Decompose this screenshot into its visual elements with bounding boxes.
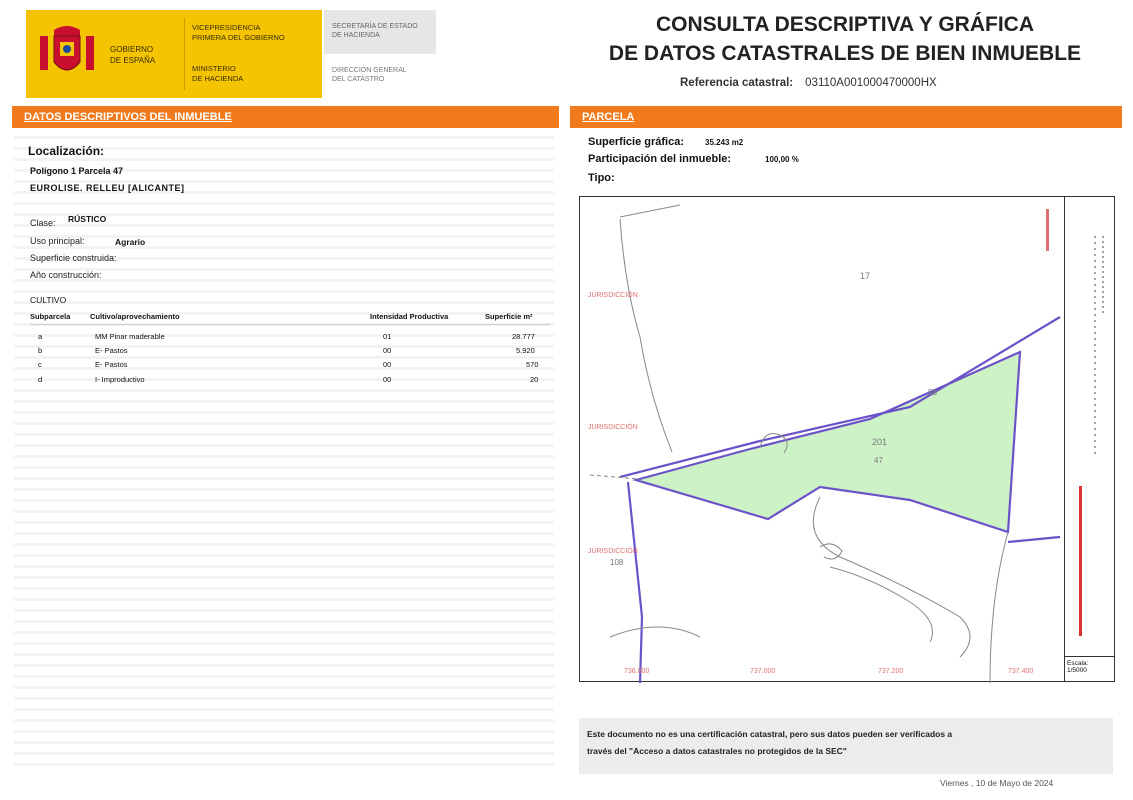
uso-value: Agrario (115, 237, 146, 247)
map-label-parcel: 108 (610, 558, 624, 567)
cultivo-header-intensidad: Intensidad Productiva (370, 312, 449, 321)
title-line-1: CONSULTA DESCRIPTIVA Y GRÁFICA (655, 13, 1035, 36)
referencia-catastral (680, 77, 937, 89)
cultivo-subparcela: a (38, 332, 43, 341)
superficie-grafica-value: 35.243 m2 (705, 138, 744, 147)
logo-separator (184, 18, 185, 90)
cultivo-name: I- Improductivo (95, 375, 145, 384)
cultivo-superficie: 5.920 (516, 346, 535, 355)
map-path (590, 475, 640, 479)
legend-graphics (1065, 196, 1116, 656)
map-path (620, 219, 672, 452)
clase-label: Clase: (30, 218, 56, 228)
disclaimer-note (579, 718, 1113, 774)
scale-label: Escala: (1067, 660, 1089, 667)
boundary-line (628, 482, 642, 683)
cultivo-subparcela: d (38, 375, 43, 384)
clase-value: RÚSTICO (68, 214, 107, 224)
parcela-bar: PARCELA (570, 106, 1122, 128)
map-path (830, 567, 933, 642)
cultivo-title: CULTIVO (30, 295, 67, 305)
cultivo-name: MM Pinar maderable (95, 332, 165, 341)
cultivo-intensidad: 00 (383, 346, 392, 355)
cultivo-subparcela: b (38, 346, 43, 355)
secretaria-label: SECRETARÍA DE ESTADO DE HACIENDA (324, 10, 436, 54)
cultivo-header-superficie: Superficie m² (485, 312, 533, 321)
localizacion-line-2: EUROLISE. RELLEU [ALICANTE] (30, 183, 185, 193)
ref-value: 03110A001000470000HX (805, 77, 937, 89)
vicepresidencia-label: VICEPRESIDENCIA PRIMERA DEL GOBIERNO (192, 23, 285, 42)
cultivo-name: E- Pastos (95, 360, 128, 369)
map-label-jurisdiccion: JURISDICCIÓN (588, 424, 638, 431)
uso-label: Uso principal: (30, 236, 85, 246)
parcel-47-shape (636, 352, 1020, 532)
cultivo-intensidad: 01 (383, 332, 392, 341)
map-label-jurisdiccion: JURISDICCIÓN (588, 548, 638, 555)
participacion-value: 100,00 % (765, 155, 799, 164)
direccion-label: DIRECCIÓN GENERAL DEL CATASTRO (332, 67, 407, 83)
government-logo-block (26, 10, 322, 98)
superficie-construida-label: Superficie construida: (30, 253, 117, 263)
map-drawing (580, 197, 1116, 683)
boundary-line (1008, 537, 1060, 542)
cultivo-name: E- Pastos (95, 346, 128, 355)
cultivo-intensidad: 00 (383, 360, 392, 369)
cultivo-superficie: 570 (526, 360, 539, 369)
cultivo-subparcela: c (38, 360, 42, 369)
map-scale (1064, 656, 1115, 682)
ministerio-label: MINISTERIO DE HACIENDA (192, 64, 244, 83)
spain-coat-of-arms-icon (36, 22, 98, 84)
note-line-2: través del "Acceso a datos catastrales no protegidos de la SEC" (587, 746, 847, 756)
gobierno-label: GOBIERNO DE ESPAÑA (110, 45, 156, 65)
title-line-2: DE DATOS CATASTRALES DE BIEN INMUEBLE (608, 42, 1082, 65)
ref-label: Referencia catastral: (680, 77, 794, 89)
localizacion-label: Localización: (28, 144, 105, 158)
tipo-label: Tipo: (588, 172, 615, 184)
cultivo-superficie: 28.777 (512, 332, 535, 341)
map-label-parcel: 47 (874, 456, 883, 465)
map-label-parcel: 17 (860, 271, 871, 281)
map-legend (1064, 196, 1116, 682)
north-arrow-icon (1046, 209, 1049, 251)
cadastral-map[interactable] (579, 196, 1115, 682)
document-date: Viernes , 10 de Mayo de 2024 (940, 778, 1054, 788)
superficie-grafica-label: Superficie gráfica: (588, 136, 684, 148)
map-coord: 737.000 (750, 668, 776, 675)
map-path (990, 532, 1008, 683)
localizacion-line-1: Polígono 1 Parcela 47 (30, 166, 124, 176)
datos-descriptivos-bar: DATOS DESCRIPTIVOS DEL INMUEBLE (12, 106, 559, 128)
map-path (813, 497, 970, 657)
map-path (620, 205, 680, 217)
map-path (610, 627, 700, 637)
cultivo-header-subparcela: Subparcela (30, 312, 71, 321)
scale-value: 1/5000 (1067, 667, 1087, 674)
map-label-parcel: 201 (872, 437, 888, 447)
map-coord: 736.800 (624, 668, 650, 675)
cultivo-intensidad: 00 (383, 375, 392, 384)
map-coord: 737.200 (878, 668, 904, 675)
anio-construccion-label: Año construcción: (30, 270, 102, 280)
cultivo-header-cultivo: Cultivo/aprovechamiento (90, 312, 180, 321)
cultivo-header-row (30, 312, 550, 325)
cultivo-superficie: 20 (530, 375, 539, 384)
map-label-parcel: 58 (928, 388, 937, 397)
descriptivos-panel (14, 128, 554, 768)
note-line-1: Este documento no es una certificación catastral, pero sus datos pueden ser verificados a (587, 729, 953, 739)
map-label-jurisdiccion: JURISDICCIÓN (588, 292, 638, 299)
page-title (600, 10, 1090, 68)
map-coord: 737.400 (1008, 668, 1034, 675)
participacion-label: Participación del inmueble: (588, 153, 732, 165)
